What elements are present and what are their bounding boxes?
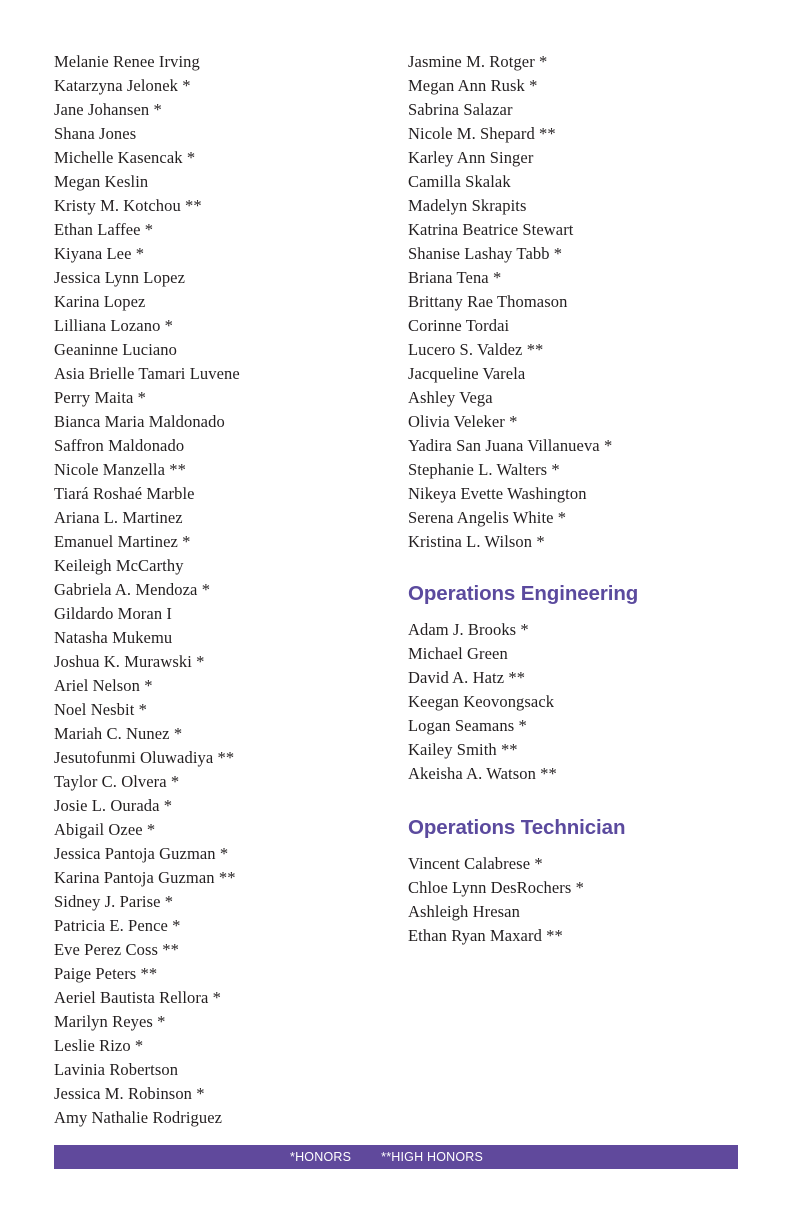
section-name-list xyxy=(408,618,738,786)
graduate-name: Saffron Maldonado xyxy=(54,436,185,455)
graduate-name: Akeisha A. Watson ** xyxy=(408,764,557,783)
graduate-name: Briana Tena * xyxy=(408,268,502,287)
graduate-name: Kailey Smith ** xyxy=(408,740,518,759)
high-honors-legend-label: **HIGH HONORS xyxy=(381,1150,484,1164)
graduate-name: Jessica Pantoja Guzman * xyxy=(54,844,229,863)
graduate-name: Michael Green xyxy=(408,644,508,663)
graduate-name: Nicole Manzella ** xyxy=(54,460,186,479)
graduate-name: Nicole M. Shepard ** xyxy=(408,124,556,143)
left-column xyxy=(54,50,384,1130)
graduate-name: Megan Ann Rusk * xyxy=(408,76,538,95)
graduate-name: Ariel Nelson * xyxy=(54,676,153,695)
graduate-name: Ashley Vega xyxy=(408,388,493,407)
graduate-name: Ethan Ryan Maxard ** xyxy=(408,926,563,945)
graduate-name: Tiará Roshaé Marble xyxy=(54,484,195,503)
graduate-name: Joshua K. Murawski * xyxy=(54,652,205,671)
graduate-name: Jessica Lynn Lopez xyxy=(54,268,186,287)
graduate-name: Kristina L. Wilson * xyxy=(408,532,545,551)
graduate-name: Gildardo Moran I xyxy=(54,604,172,623)
graduate-name: Asia Brielle Tamari Luvene xyxy=(54,364,240,383)
graduate-name: Leslie Rizo * xyxy=(54,1036,144,1055)
graduate-name: Yadira San Juana Villanueva * xyxy=(408,436,613,455)
section-heading: Operations Engineering xyxy=(408,582,639,605)
graduate-name: Adam J. Brooks * xyxy=(408,620,529,639)
graduate-name: Karina Pantoja Guzman ** xyxy=(54,868,236,887)
graduate-name: Eve Perez Coss ** xyxy=(54,940,179,959)
graduate-name: Brittany Rae Thomason xyxy=(408,292,568,311)
graduate-name: Aeriel Bautista Rellora * xyxy=(54,988,221,1007)
graduate-name: Geaninne Luciano xyxy=(54,340,178,359)
left-column-name-list xyxy=(54,50,384,1130)
graduate-name: Ethan Laffee * xyxy=(54,220,154,239)
graduate-name: Katarzyna Jelonek * xyxy=(54,76,191,95)
section-heading: Operations Technician xyxy=(408,816,626,839)
graduate-name: Chloe Lynn DesRochers * xyxy=(408,878,584,897)
graduate-name: Perry Maita * xyxy=(54,388,147,407)
graduate-name: Jasmine M. Rotger * xyxy=(408,52,548,71)
graduate-name: Emanuel Martinez * xyxy=(54,532,191,551)
graduate-name: Shana Jones xyxy=(54,124,137,143)
graduate-name: David A. Hatz ** xyxy=(408,668,526,687)
graduate-name: Shanise Lashay Tabb * xyxy=(408,244,563,263)
graduate-name: Mariah C. Nunez * xyxy=(54,724,183,743)
honors-legend-bar xyxy=(54,1145,738,1169)
graduate-name: Amy Nathalie Rodriguez xyxy=(54,1108,223,1127)
graduate-name: Lilliana Lozano * xyxy=(54,316,173,335)
right-column xyxy=(408,50,738,948)
right-column-sections xyxy=(408,582,738,948)
graduate-name: Michelle Kasencak * xyxy=(54,148,196,167)
graduate-name: Ariana L. Martinez xyxy=(54,508,183,527)
graduate-name: Nikeya Evette Washington xyxy=(408,484,587,503)
graduate-name: Jesutofunmi Oluwadiya ** xyxy=(54,748,235,767)
honors-legend-inner xyxy=(290,1150,483,1164)
section-name-list xyxy=(408,852,738,948)
graduate-name: Megan Keslin xyxy=(54,172,149,191)
graduate-name: Patricia E. Pence * xyxy=(54,916,181,935)
graduate-name: Kiyana Lee * xyxy=(54,244,145,263)
graduate-name: Lavinia Robertson xyxy=(54,1060,179,1079)
graduate-name: Madelyn Skrapits xyxy=(408,196,527,215)
graduate-name: Gabriela A. Mendoza * xyxy=(54,580,211,599)
graduate-name: Kristy M. Kotchou ** xyxy=(54,196,202,215)
graduate-name: Jacqueline Varela xyxy=(408,364,526,383)
graduate-name: Paige Peters ** xyxy=(54,964,158,983)
honors-legend-label: *HONORS xyxy=(290,1150,352,1164)
graduate-name: Jane Johansen * xyxy=(54,100,162,119)
graduate-name: Bianca Maria Maldonado xyxy=(54,412,225,431)
graduate-name: Vincent Calabrese * xyxy=(408,854,543,873)
graduate-name: Karina Lopez xyxy=(54,292,146,311)
graduate-name: Serena Angelis White * xyxy=(408,508,567,527)
graduate-name: Corinne Tordai xyxy=(408,316,510,335)
graduate-name: Natasha Mukemu xyxy=(54,628,173,647)
graduate-name: Josie L. Ourada * xyxy=(54,796,173,815)
graduate-name: Karley Ann Singer xyxy=(408,148,534,167)
graduate-name: Logan Seamans * xyxy=(408,716,527,735)
right-column-continued-name-list xyxy=(408,50,738,554)
graduate-name: Lucero S. Valdez ** xyxy=(408,340,544,359)
graduate-name: Camilla Skalak xyxy=(408,172,511,191)
graduate-name: Stephanie L. Walters * xyxy=(408,460,560,479)
graduate-name: Katrina Beatrice Stewart xyxy=(408,220,574,239)
graduate-name: Marilyn Reyes * xyxy=(54,1012,166,1031)
graduate-name: Noel Nesbit * xyxy=(54,700,147,719)
graduate-name: Sabrina Salazar xyxy=(408,100,513,119)
graduate-name: Olivia Veleker * xyxy=(408,412,518,431)
graduate-name: Keegan Keovongsack xyxy=(408,692,555,711)
graduate-name: Sidney J. Parise * xyxy=(54,892,174,911)
graduate-name: Abigail Ozee * xyxy=(54,820,156,839)
graduate-name: Jessica M. Robinson * xyxy=(54,1084,205,1103)
graduate-name: Ashleigh Hresan xyxy=(408,902,520,921)
graduate-name: Melanie Renee Irving xyxy=(54,52,200,71)
graduate-name: Keileigh McCarthy xyxy=(54,556,184,575)
graduate-name: Taylor C. Olvera * xyxy=(54,772,180,791)
